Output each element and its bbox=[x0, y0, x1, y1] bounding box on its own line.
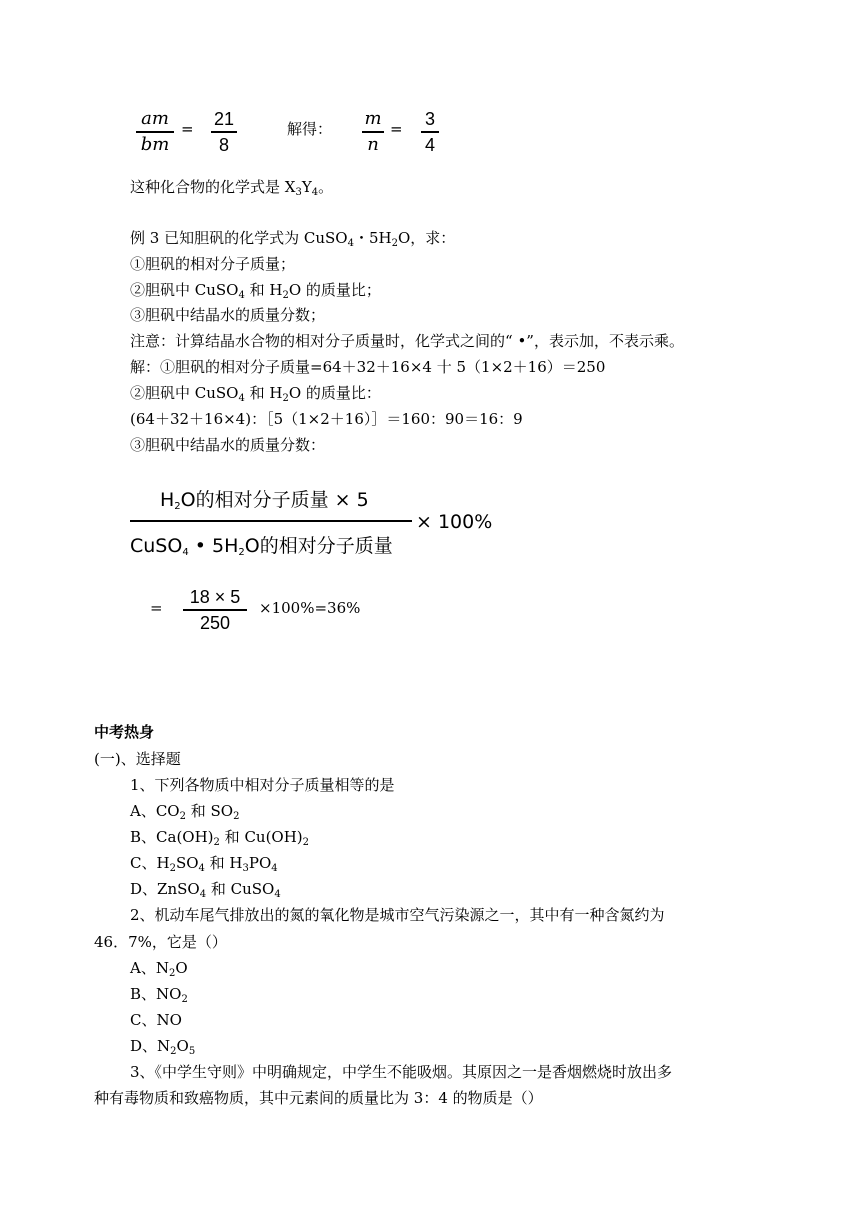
fraction-numerator: m bbox=[364, 108, 382, 129]
subsection-heading: (一)、选择题 bbox=[94, 750, 181, 768]
fraction-am-bm bbox=[136, 108, 174, 156]
question-1: 1、下列各物质中相对分子质量相等的是 bbox=[130, 776, 395, 794]
example3-note: 注意：计算结晶水合物的相对分子质量时，化学式之间的“ •”，表示加，不表示乘。 bbox=[130, 332, 684, 350]
question-2-line-2: 46．7%，它是（） bbox=[94, 933, 227, 951]
formula-conclusion: 这种化合物的化学式是 $X_3Y_4$。 bbox=[130, 178, 334, 198]
question-3-line-2: 种有毒物质和致癌物质，其中元素间的质量比为 3：4 的物质是（） bbox=[94, 1089, 543, 1107]
question-3-line-1: 3、《中学生守则》中明确规定，中学生不能吸烟。其原因之一是香烟燃烧时放出多 bbox=[130, 1063, 673, 1081]
fraction-numerator: 18 × 5 bbox=[189, 587, 241, 607]
solution-step-2: ②胆矾中 CuSO$_4$ 和 $H_2O$ 的质量比： bbox=[130, 384, 381, 404]
example3-question-1: ①胆矾的相对分子质量； bbox=[130, 255, 296, 273]
option-1c: C、$H_2SO_4$ 和 $H_3PO_4$ bbox=[130, 854, 278, 874]
option-1a: A、$CO_2$ 和 $SO_2$ bbox=[130, 802, 240, 822]
fraction-numerator: 3 bbox=[424, 109, 435, 129]
example3-question-2: ②胆矾中 CuSO$_4$ 和 $H_2O$ 的质量比； bbox=[130, 281, 381, 301]
fraction-21-8 bbox=[211, 108, 237, 156]
fraction-3-4 bbox=[421, 108, 439, 156]
fraction-numerator: 21 bbox=[213, 109, 235, 129]
solve-label: 解得： bbox=[287, 120, 333, 138]
option-1d: D、ZnSO$_4$ 和 CuSO$_4$ bbox=[130, 880, 281, 900]
fraction-numerator: am bbox=[141, 108, 169, 129]
big-fraction-numerator: $H_2O$的相对分子质量 × 5 bbox=[160, 489, 369, 512]
fraction-bar bbox=[211, 131, 237, 133]
question-2-line-1: 2、机动车尾气排放出的氮的氧化物是城市空气污染源之一，其中有一种含氮约为 bbox=[130, 906, 665, 924]
fraction-bar bbox=[362, 131, 384, 133]
fraction-denominator: 250 bbox=[199, 612, 231, 633]
option-2a: A、$N_2O$ bbox=[130, 959, 188, 979]
fraction-bar bbox=[136, 131, 174, 133]
fraction-bar bbox=[183, 609, 247, 611]
result-fraction bbox=[183, 586, 247, 634]
equals-sign: = bbox=[390, 120, 403, 138]
fraction-denominator: 4 bbox=[424, 134, 435, 155]
result-tail: ×100%=36% bbox=[259, 599, 361, 617]
option-2d: D、$N_2O_5$ bbox=[130, 1037, 196, 1057]
fraction-denominator: n bbox=[367, 133, 379, 155]
result-equals: = bbox=[150, 599, 163, 617]
big-fraction-denominator: CuSO$_4$ • $5H_2O$的相对分子质量 bbox=[130, 535, 393, 558]
example3-title: 例 3 已知胆矾的化学式为 CuSO$_4$・$5H_2O$，求： bbox=[130, 229, 456, 249]
example3-question-3: ③胆矾中结晶水的质量分数； bbox=[130, 306, 326, 324]
solution-step-3: ③胆矾中结晶水的质量分数： bbox=[130, 436, 326, 454]
section-heading: 中考热身 bbox=[94, 723, 155, 741]
option-1b: B、$Ca(OH)_2$ 和 $Cu(OH)_2$ bbox=[130, 828, 310, 848]
solution-step-2-calc: (64＋32＋16×4)：［5（1×2＋16）］＝160：90＝16：9 bbox=[130, 410, 523, 428]
solution-step-1: 解：①胆矾的相对分子质量=64＋32＋16×4 十 5（1×2＋16）＝250 bbox=[130, 358, 606, 376]
times-100-percent: × 100% bbox=[416, 511, 493, 533]
option-2b: B、$NO_2$ bbox=[130, 985, 188, 1005]
fraction-denominator: 8 bbox=[218, 134, 229, 155]
big-fraction-bar bbox=[130, 520, 412, 522]
fraction-m-n bbox=[362, 108, 384, 156]
equals-sign: = bbox=[181, 120, 194, 138]
fraction-denominator: bm bbox=[140, 133, 170, 155]
option-2c: C、NO bbox=[130, 1011, 182, 1029]
fraction-bar bbox=[421, 131, 439, 133]
